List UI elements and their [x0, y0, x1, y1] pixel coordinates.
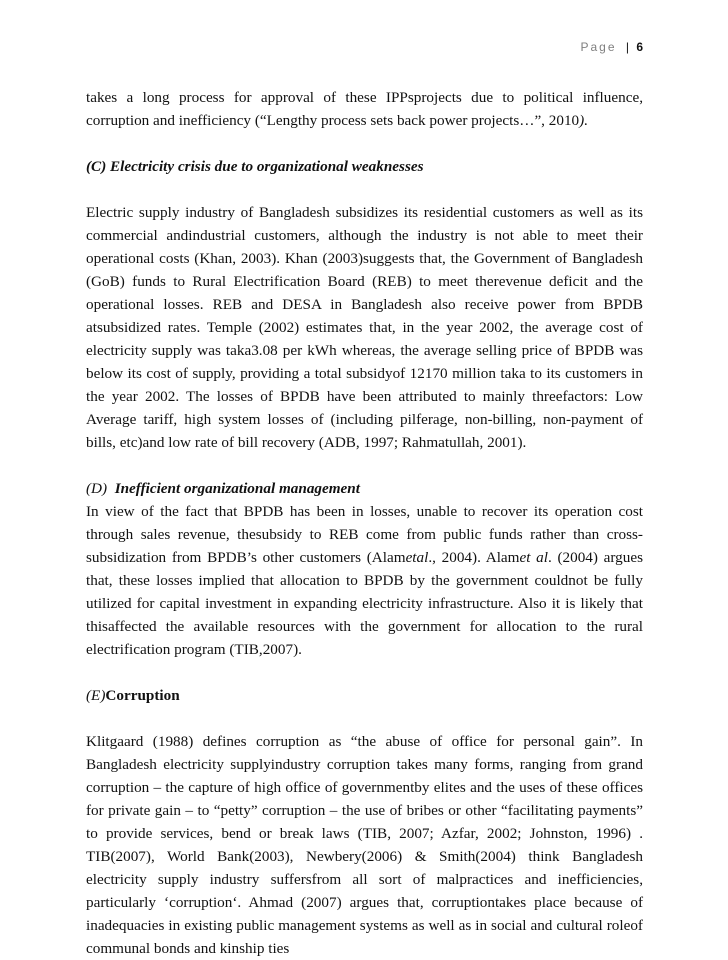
intro-text: takes a long process for approval of these IPPsprojects due to political influence, corruption and inefficiency (“Lengthy process sets back power projects…”, 2010	[86, 89, 643, 129]
section-e-title: Corruption	[105, 687, 180, 704]
page-number: 6	[636, 40, 643, 54]
intro-paragraph	[86, 86, 643, 132]
section-e-body: Klitgaard (1988) defines corruption as “the abuse of office for personal gain”. In Bangladesh electricity supplyindustry corruption takes many forms, ranging from grand corruption – the capture of high office of governmentby elites and the uses of these offices for private gain – to “petty” corruption – the use of bribes or other “facilitating payments” to provide services, bend or break laws (TIB, 2007; Azfar, 2002; Johnston, 1996) . TIB(2007), World Bank(2003), Newbery(2006) & Smith(2004) think Bangladesh electricity supply industry suffersfrom all sort of malpractices and inefficiencies, particularly ‘corruption‘. Ahmad (2007) argues that, corruptiontakes place because of inadequacies in existing public management systems as well as in social and cultural roleof communal bonds and kinship ties	[86, 733, 643, 957]
section-d-text-3: . (2004) argues that, these losses implied that allocation to BPDB by the government couldnot be fully utilized for capital investment in expanding electricity infrastructure. Also it is likely that thisaffected the available resources with the government for allocation to the rural electrification program (TIB,2007).	[86, 549, 643, 658]
page-label: Page	[580, 40, 617, 54]
section-d-title: Inefficient organizational management	[114, 480, 360, 497]
page-header	[580, 40, 643, 54]
page-separator: |	[625, 40, 631, 54]
section-e-heading	[86, 684, 643, 707]
section-c-heading: (C) Electricity crisis due to organizational weaknesses	[86, 158, 424, 175]
section-c-body: Electric supply industry of Bangladesh subsidizes its residential customers as well as its commercial andindustrial customers, although the industry is not able to meet their operational costs (Khan, 2003). Khan (2003)suggests that, the Government of Bangladesh (GoB) funds to Rural Electrification Board (REB) to meet therevenue deficit and the operational losses. REB and DESA in Bangladesh also receive power from BPDB atsubsidized rates. Temple (2002) estimates that, in the year 2002, the average cost of electricity supply was taka3.08 per kWh whereas, the average selling price of BPDB was below its cost of supply, providing a total subsidyof 12170 million taka to its customers in the year 2002. The losses of BPDB have been attributed to mainly threefactors: Low Average tariff, high system losses of (including pilferage, non-billing, non-payment of bills, etc)and low rate of bill recovery (ADB, 1997; Rahmatullah, 2001).	[86, 204, 643, 451]
section-d-heading	[86, 477, 643, 500]
section-d-italic-1: etal	[405, 549, 429, 566]
document-body	[86, 86, 643, 960]
intro-end: ).	[579, 112, 589, 129]
section-d-body	[86, 500, 643, 661]
section-e-label: (E)	[86, 687, 106, 704]
section-d-italic-2: et al	[519, 549, 548, 566]
section-d-text-2: ., 2004). Alam	[428, 549, 520, 566]
section-d-label: (D)	[86, 480, 108, 497]
section-d-text-1: In view of the fact that BPDB has been in losses, unable to recover its operation cost through sales revenue, thesubsidy to REB come from public funds rather than cross-subsidization from BPDB’s other customers (Alam	[86, 503, 643, 566]
